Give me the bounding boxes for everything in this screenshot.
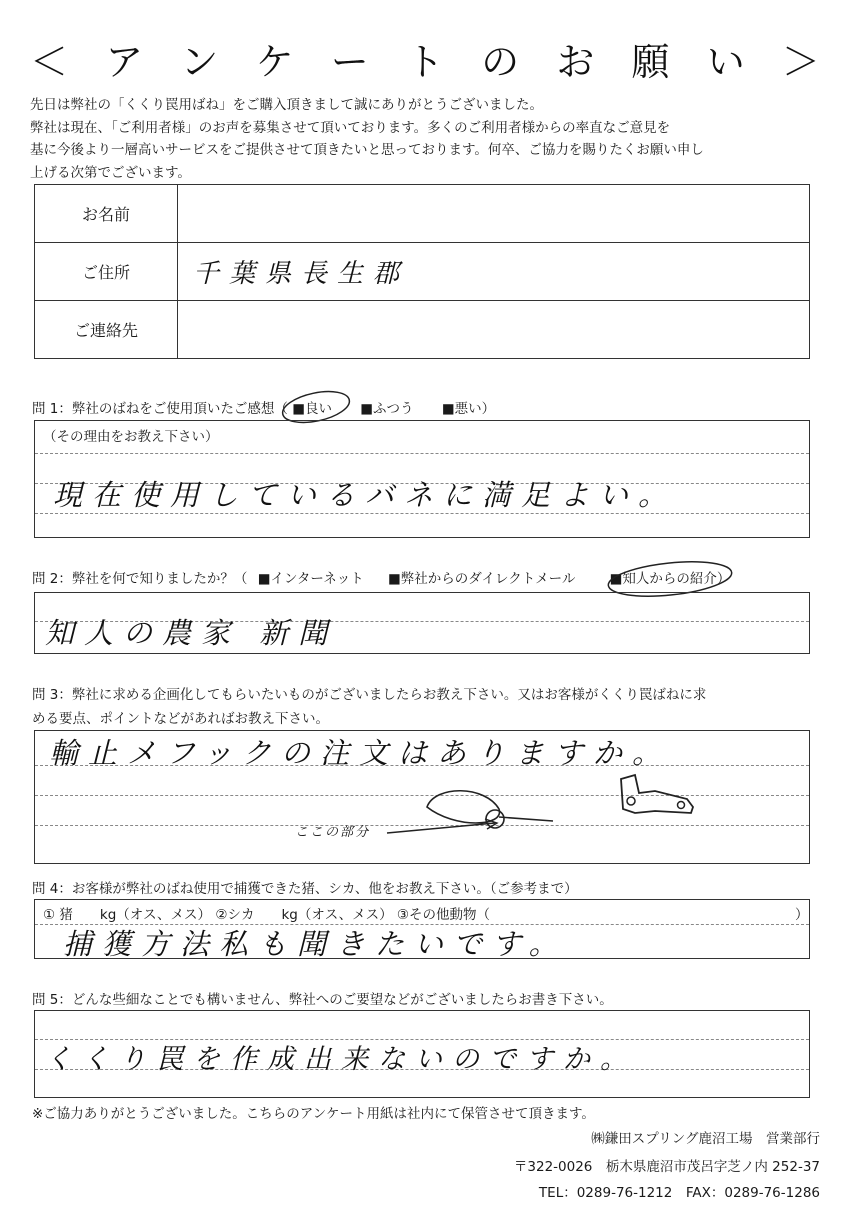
q1-option-bad[interactable]: ■悪い） bbox=[441, 401, 496, 417]
q2-handwritten-answer: 知人の農家 新聞 bbox=[45, 616, 338, 650]
page-title bbox=[0, 28, 850, 88]
title-bracket-open: ＜ bbox=[30, 39, 69, 84]
address-label: ご住所 bbox=[35, 243, 178, 301]
intro-line: 先日は弊社の「くくり罠用ばね」をご購入頂きまして誠にありがとうございました。 bbox=[30, 97, 543, 113]
footer-company: ㈱鎌田スプリング鹿沼工場 営業部行 bbox=[591, 1131, 820, 1147]
contact-info-table bbox=[34, 184, 810, 359]
q5-answer-box[interactable] bbox=[34, 1010, 810, 1098]
name-label: お名前 bbox=[35, 185, 178, 243]
q2-option-internet[interactable]: ■インターネット bbox=[257, 571, 364, 587]
contact-field[interactable] bbox=[178, 301, 810, 359]
footer-contact: TEL：0289-76-1212 FAX：0289-76-1286 bbox=[538, 1185, 820, 1201]
title-char: 願 bbox=[631, 39, 670, 84]
answer-line bbox=[35, 453, 809, 454]
spring-part-sketch-icon bbox=[615, 769, 705, 819]
q5-question: 問 5：どんな些細なことでも構いません、弊社へのご要望などがございましたらお書き下さい。 bbox=[32, 992, 613, 1008]
title-char: ト bbox=[405, 39, 444, 84]
footer-address: 〒322-0026 栃木県鹿沼市茂呂字芝ノ内 252-37 bbox=[513, 1159, 820, 1175]
title-char: ケ bbox=[255, 39, 294, 84]
q2-option-referral[interactable]: ■知人からの紹介） bbox=[610, 571, 731, 587]
q4-fields-close: ） bbox=[795, 907, 809, 923]
q3-answer-box[interactable] bbox=[34, 730, 810, 864]
q1-question: 問 1：弊社のばねをご使用頂いたご感想（ ■良い ■ふつう ■悪い） bbox=[32, 397, 495, 417]
intro-line: 弊社は現在、「ご利用者様」のお声を募集させて頂いております。多くのご利用者様からの率直なご意見を bbox=[30, 119, 671, 136]
q1-option-good[interactable]: ■良い bbox=[292, 401, 336, 417]
q1-reason-label: （その理由をお教え下さい） bbox=[43, 429, 219, 445]
q1-answer-box[interactable] bbox=[34, 420, 810, 538]
q3-handwritten-answer: 輸止メフックの注文はありますか。 bbox=[49, 736, 671, 770]
intro-text bbox=[30, 94, 820, 184]
name-field[interactable] bbox=[178, 185, 810, 243]
intro-line: 上げる次第でございます。 bbox=[30, 164, 191, 181]
q1-option-normal[interactable]: ■ふつう bbox=[360, 401, 414, 417]
q4-fields: ① 猪 kg（オス、メス） ②シカ kg（オス、メス） ③その他動物（ bbox=[43, 907, 490, 923]
title-bracket-close: ＞ bbox=[781, 39, 820, 84]
q2-question: 問 2：弊社を何で知りましたか？（ ■インターネット ■弊社からのダイレクトメール ■知人からの紹介） bbox=[32, 567, 730, 587]
address-handwritten: 千葉県長生郡 bbox=[193, 259, 410, 289]
address-field[interactable] bbox=[178, 243, 810, 301]
title-char: お bbox=[556, 39, 595, 84]
title-char: い bbox=[706, 39, 745, 84]
title-char: ン bbox=[180, 39, 219, 84]
q2-option-dm[interactable]: ■弊社からのダイレクトメール bbox=[388, 571, 576, 587]
arrow-icon bbox=[385, 815, 505, 839]
q1-handwritten-answer: 現在使用しているバネに満足よい。 bbox=[53, 478, 678, 512]
q3-annotation: ここの部分 bbox=[295, 825, 371, 840]
q5-handwritten-answer: くくり罠を作成出来ないのですか。 bbox=[45, 1044, 637, 1075]
intro-line: 基に今後より一層高いサービスをご提供させて頂きたいと思っております。何卒、ご協力を賜りたくお願い申し bbox=[30, 142, 704, 158]
q2-answer-box[interactable] bbox=[34, 592, 810, 654]
title-char: ア bbox=[105, 39, 144, 84]
q3-question: 問 3：弊社に求める企画化してもらいたいものがございましたらお教え下さい。又はお客様がくくり罠ばねに求 める要点、ポイントなどがあればお教え下さい。 bbox=[32, 687, 707, 727]
q4-question: 問 4：お客様が弊社のばね使用で捕獲できた猪、シカ、他をお教え下さい。（ご参考まで） bbox=[32, 881, 578, 897]
q4-handwritten-answer: 捕獲方法私も聞きたいです。 bbox=[63, 927, 568, 961]
contact-label: ご連絡先 bbox=[35, 301, 178, 359]
title-char: の bbox=[481, 39, 520, 84]
footer-thanks: ※ご協力ありがとうございました。こちらのアンケート用紙は社内にて保管させて頂きます。 bbox=[32, 1106, 595, 1122]
q4-answer-box[interactable] bbox=[34, 899, 810, 959]
title-char: ー bbox=[330, 39, 369, 84]
